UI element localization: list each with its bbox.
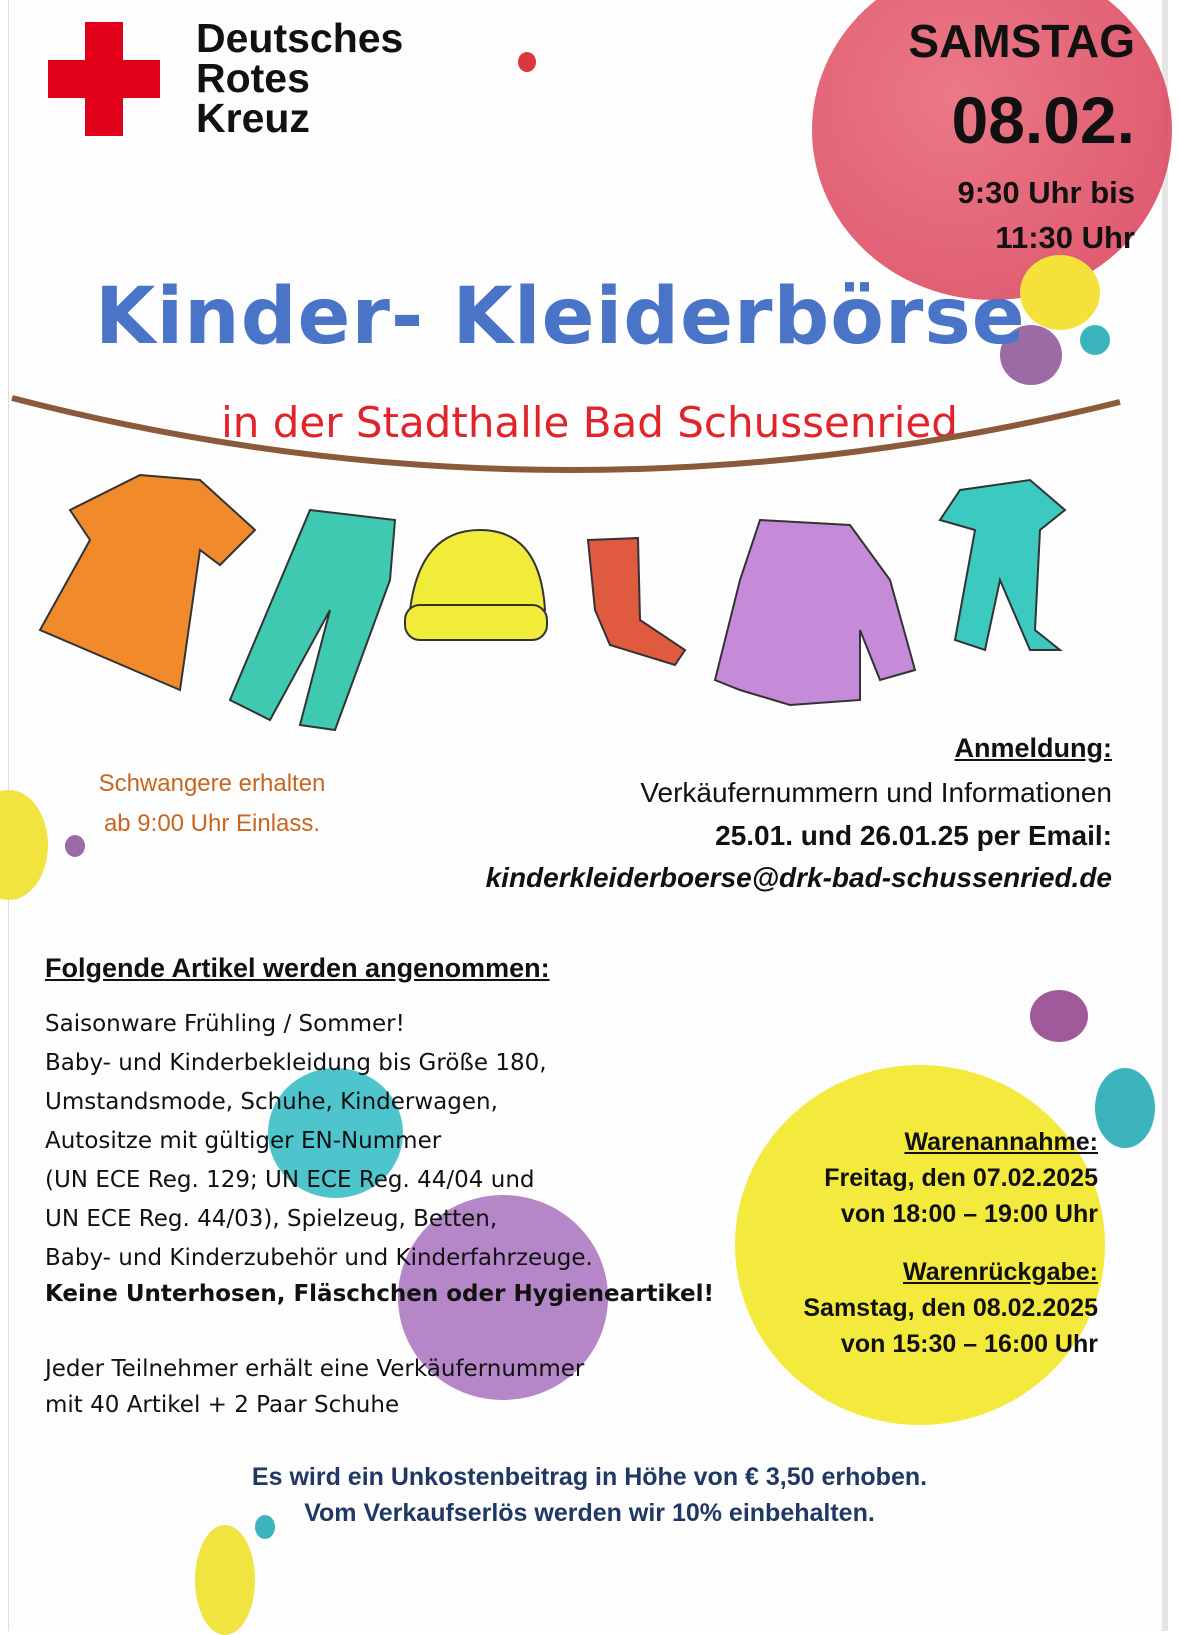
article-line: Baby- und Kinderbekleidung bis Größe 180,	[45, 1050, 547, 1076]
intake-heading: Warenannahme:	[904, 1128, 1098, 1156]
page-title: Kinder- Kleiderbörse	[95, 272, 1026, 362]
excluded-items-warning: Keine Unterhosen, Fläschchen oder Hygieneartikel!	[45, 1281, 715, 1307]
event-time-start: 9:30 Uhr bis	[957, 175, 1135, 210]
article-line: Baby- und Kinderzubehör und Kinderfahrzeuge.	[45, 1245, 593, 1271]
sweater-icon	[715, 520, 915, 705]
yellow-paint-circle	[735, 1065, 1105, 1425]
article-line: (UN ECE Reg. 129; UN ECE Reg. 44/04 und	[45, 1167, 535, 1193]
shirt-icon	[40, 475, 255, 690]
intake-day: Freitag, den 07.02.2025	[824, 1164, 1098, 1192]
pants-icon	[230, 510, 395, 730]
org-line-3: Kreuz	[196, 95, 310, 141]
yellow-paint-dot	[1020, 255, 1100, 330]
clothesline-illustration	[0, 380, 1179, 740]
pregnant-notice-line-2: ab 9:00 Uhr Einlass.	[103, 810, 321, 837]
article-line: Saisonware Frühling / Sommer!	[45, 1011, 405, 1037]
commission-notice: Vom Verkaufserlös werden wir 10% einbehalten.	[304, 1499, 875, 1527]
return-heading: Warenrückgabe:	[903, 1258, 1098, 1286]
teal-dot-right	[1095, 1068, 1155, 1148]
registration-dates: 25.01. und 26.01.25 per Email:	[715, 820, 1112, 851]
participant-info-1: Jeder Teilnehmer erhält eine Verkäufernummer	[45, 1356, 585, 1382]
romper-icon	[940, 480, 1065, 650]
registration-info: Verkäufernummern und Informationen	[640, 777, 1112, 808]
teal-paint-dot	[1080, 325, 1110, 355]
hat-icon	[410, 530, 545, 610]
return-time: von 15:30 – 16:00 Uhr	[840, 1330, 1098, 1358]
purple-dot-left	[65, 835, 85, 857]
registration-email[interactable]: kinderkleiderboerse@drk-bad-schussenried.de	[485, 862, 1112, 893]
intake-time: von 18:00 – 19:00 Uhr	[840, 1200, 1098, 1228]
article-line: Umstandsmode, Schuhe, Kinderwagen,	[45, 1089, 498, 1115]
red-cross-logo	[48, 22, 160, 136]
article-line: UN ECE Reg. 44/03), Spielzeug, Betten,	[45, 1206, 498, 1232]
article-line: Autositze mit gültiger EN-Nummer	[45, 1128, 442, 1154]
org-line-2: Rotes	[196, 55, 310, 101]
participant-info-2: mit 40 Artikel + 2 Paar Schuhe	[45, 1392, 400, 1418]
event-time-end: 11:30 Uhr	[995, 220, 1135, 255]
event-day: SAMSTAG	[908, 15, 1135, 67]
event-date: 08.02.	[951, 83, 1135, 157]
org-line-1: Deutsches	[196, 15, 404, 61]
red-dot	[518, 52, 536, 72]
fee-notice: Es wird ein Unkostenbeitrag in Höhe von € 3,50 erhoben.	[251, 1463, 928, 1491]
return-day: Samstag, den 08.02.2025	[803, 1294, 1098, 1322]
registration-heading: Anmeldung:	[954, 733, 1112, 763]
org-name	[196, 15, 404, 141]
yellow-dot-bottom	[195, 1525, 255, 1635]
sock-icon	[588, 538, 685, 665]
articles-heading: Folgende Artikel werden angenommen:	[45, 953, 550, 983]
pregnant-notice-line-1: Schwangere erhalten	[98, 770, 326, 797]
venue-subtitle: in der Stadthalle Bad Schussenried	[221, 398, 958, 447]
purple-dot-right	[1030, 990, 1088, 1042]
